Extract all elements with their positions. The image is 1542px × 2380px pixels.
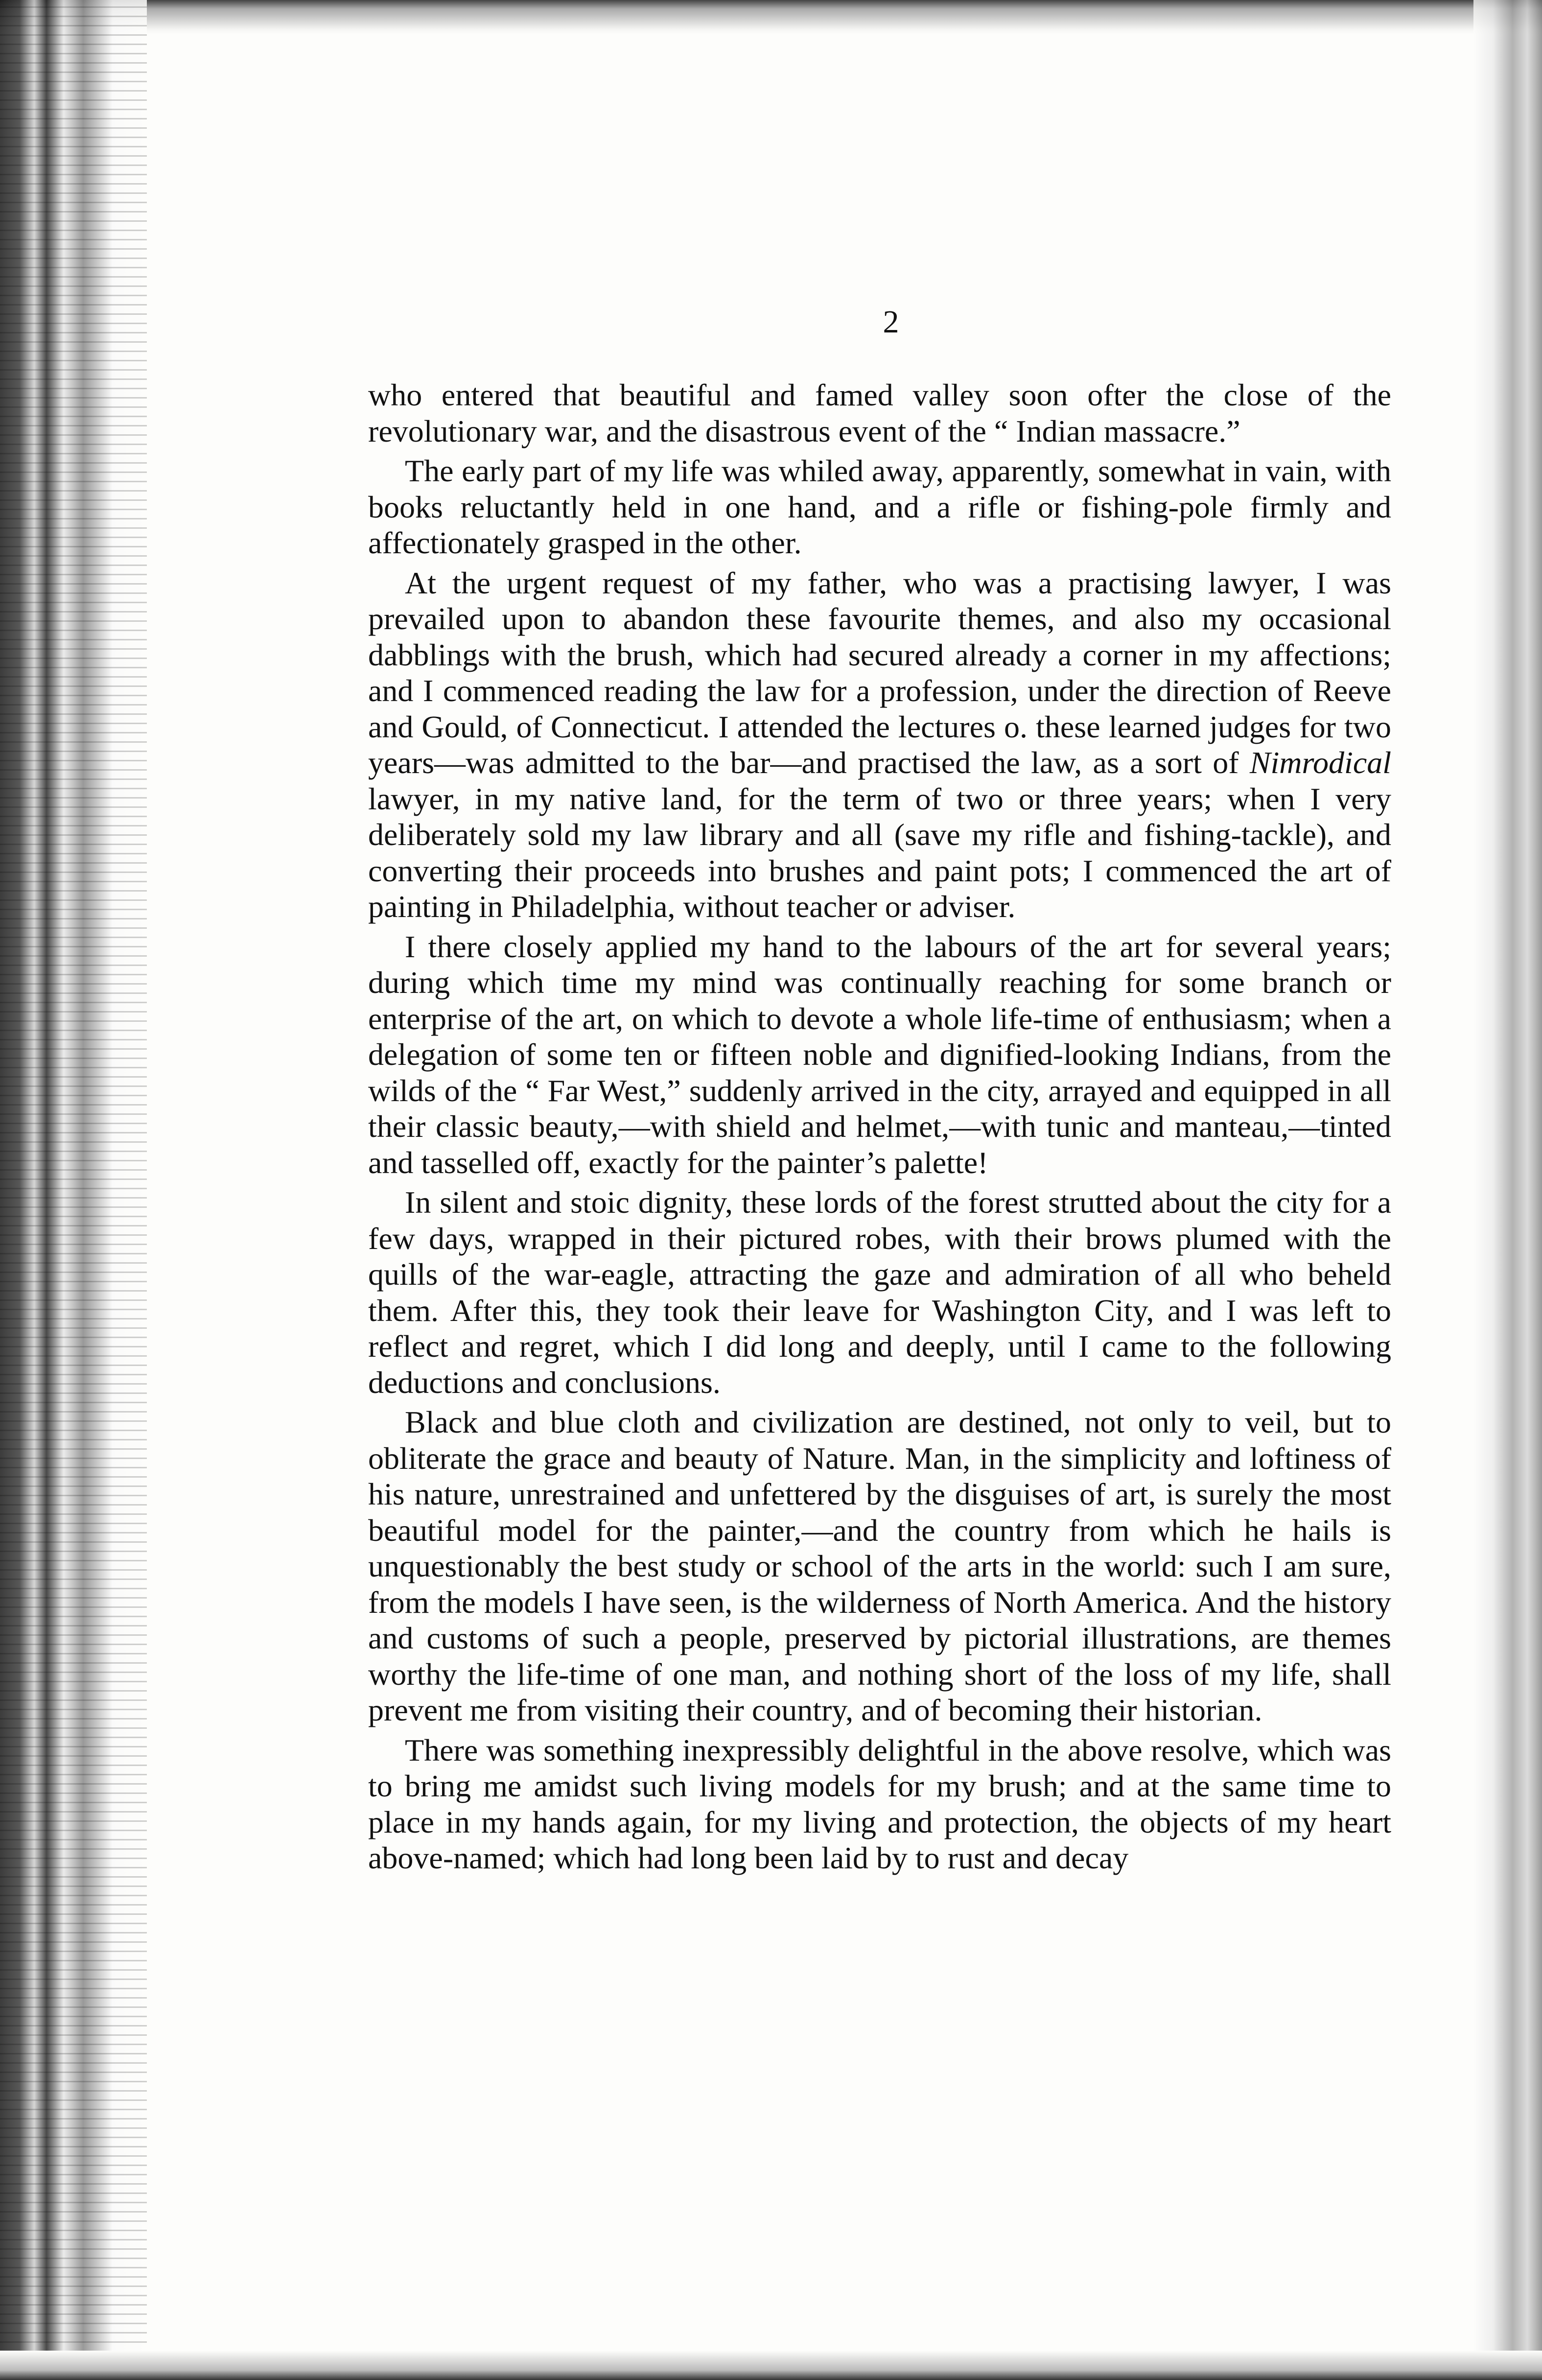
paragraph-3-italic-word: Nimrodical	[1249, 745, 1391, 780]
page-number: 2	[883, 304, 899, 340]
paragraph-3-text-start: At the urgent request of my father, who was a practising lawyer, I was prevailed upon to abandon these favourite themes, and also my occasional dabblings with the brush, which had secured already a corner in my affections; and I commenced reading the law for a profession, under the direction of Reeve and Gould, of Connecticut. I attended the lectures o. these learned judges for two years—was admitted to the bar—and practised the law, as a sort of	[368, 565, 1391, 780]
bottom-page-edge	[0, 2351, 1542, 2380]
paragraph-6: Black and blue cloth and civilization are destined, not only to veil, but to obliterate the grace and beauty of Nature. Man, in the simplicity and loftiness of his nature, unrestrained and unfettered by the disguises of art, is surely the most beautiful model for the painter,—and the country from which he hails is unquestionably the best study or school of the arts in the world: such I am sure, from the models I have seen, is the wilderness of North America. And the history and customs of such a people, preserved by pictorial illustrations, are themes worthy the life-time of one man, and nothing short of the loss of my life, shall prevent me from visiting their country, and of becoming their historian.	[368, 1405, 1391, 1727]
paragraph-5: In silent and stoic dignity, these lords of the forest strutted about the city for a few days, wrapped in their pictured robes, with their brows plumed with the quills of the war-eagle, attracting the gaze and admiration of all who beheld them. After this, they took their leave for Washington City, and I was left to reflect and regret, which I did long and deeply, until I came to the following deductions and conclusions.	[368, 1185, 1391, 1400]
left-binding-texture	[0, 0, 147, 2380]
paragraph-1: who entered that beautiful and famed valley soon ofter the close of the revolutionary war, and the disastrous event of the “ Indian massacre.”	[368, 377, 1391, 448]
paragraph-7: There was something inexpressibly delightful in the above resolve, which was to bring me amidst such living models for my brush; and at the same time to place in my hands again, for my living and protection, the objects of my heart above-named; which had long been laid by to rust and decay	[368, 1732, 1391, 1875]
paragraph-3	[368, 565, 1391, 925]
paragraph-3-text-end: lawyer, in my native land, for the term of two or three years; when I very deliberately sold my law library and all (save my rifle and fishing-tackle), and converting their proceeds into brushes and paint pots; I commenced the art of painting in Philadelphia, without teacher or adviser.	[368, 781, 1391, 924]
paragraph-4: I there closely applied my hand to the labours of the art for several years; during which time my mind was continually reaching for some branch or enterprise of the art, on which to devote a whole life-time of enthusiasm; when a delegation of some ten or fifteen noble and dignified-looking Indians, from the wilds of the “ Far West,” suddenly arrived in the city, arrayed and equipped in all their classic beauty,—with shield and helmet,—with tunic and manteau,—tinted and tasselled off, exactly for the painter’s palette!	[368, 929, 1391, 1180]
body-text	[368, 377, 1391, 1880]
right-page-edge	[1473, 0, 1542, 2380]
paragraph-2: The early part of my life was whiled away, apparently, somewhat in vain, with books reluctantly held in one hand, and a rifle or fishing-pole firmly and affectionately grasped in the other.	[368, 453, 1391, 560]
top-page-edge	[0, 0, 1542, 34]
